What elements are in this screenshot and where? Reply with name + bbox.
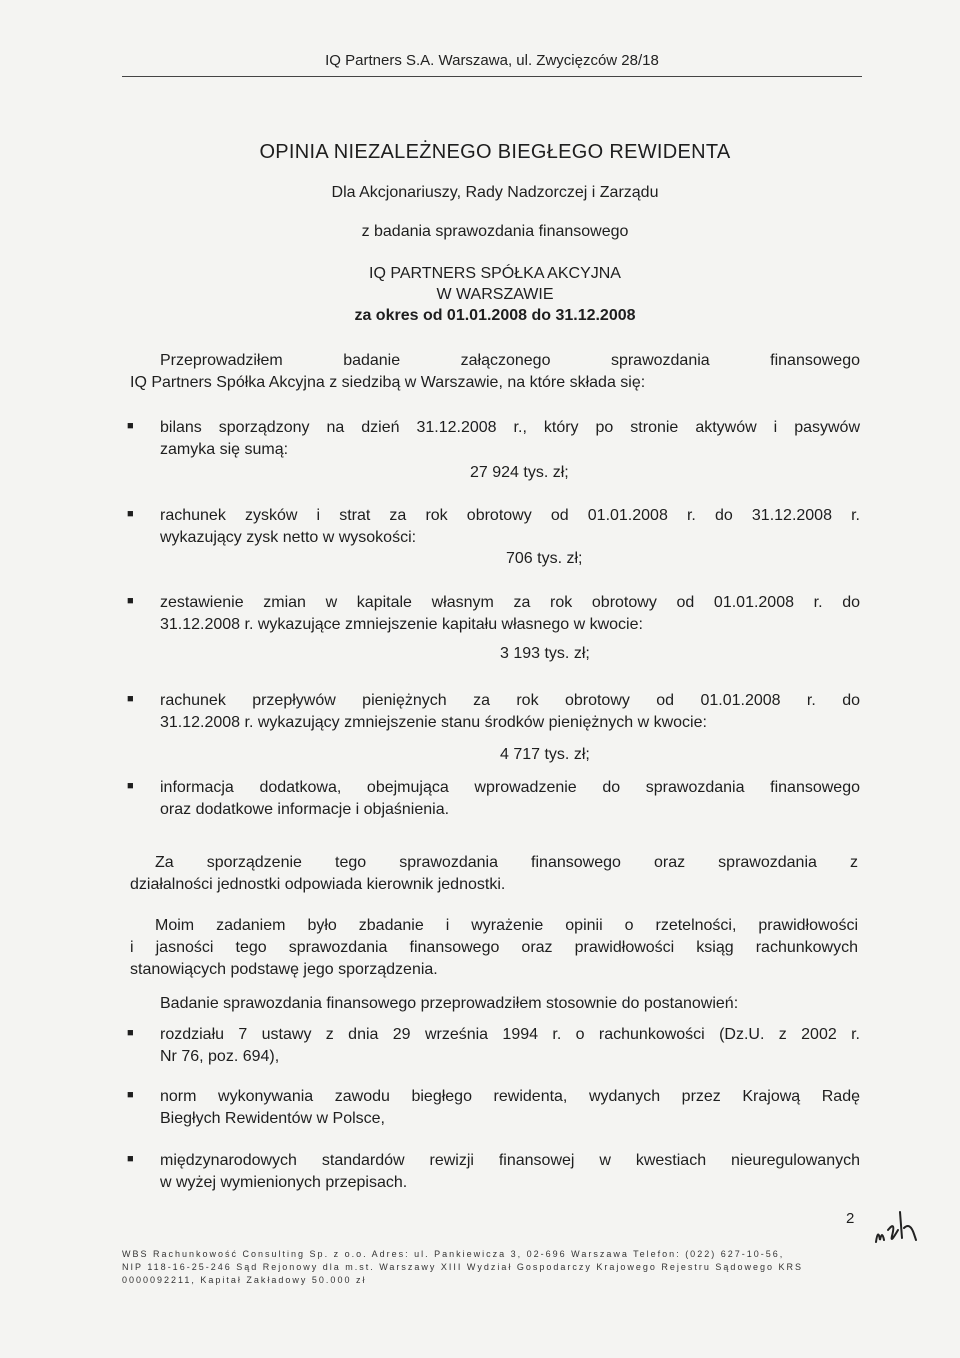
item-balance-line-2: zamyka się sumą: — [160, 441, 289, 458]
item-cashflow-amount: 4 717 tys. zł; — [500, 746, 590, 763]
addressees-line: Dla Akcjonariuszy, Rady Nadzorczej i Zarządu — [331, 184, 659, 201]
bullet: ■ — [127, 1089, 134, 1101]
item-income-line-2: wykazujący zysk netto w wysokości: — [160, 529, 417, 546]
basis-accounting-act-line-1: rozdziału 7 ustawy z dnia 29 września 1994 r. o rachunkowości (Dz.U. z 2002 r. — [160, 1026, 860, 1043]
header-rule — [122, 76, 862, 77]
bullet: ■ — [127, 780, 134, 792]
footer — [122, 1248, 862, 1287]
basis-isa-line-1: międzynarodowych standardów rewizji finansowej w kwestiach nieuregulowanych — [160, 1152, 860, 1169]
item-income-amount: 706 tys. zł; — [506, 550, 583, 567]
subject-line: z badania sprawozdania finansowego — [361, 223, 629, 240]
bullet: ■ — [127, 1153, 134, 1165]
basis-isa-line-2: w wyżej wymienionych przepisach. — [160, 1174, 408, 1191]
basis-intro: Badanie sprawozdania finansowego przeprowadziłem stosownie do postanowień: — [160, 995, 739, 1012]
responsibility-line-1: Za sporządzenie tego sprawozdania finansowego oraz sprawozdania z — [155, 854, 858, 871]
footer-line-1: WBS Rachunkowość Consulting Sp. z o.o. Adres: ul. Pankiewicza 3, 02-696 Warszawa Telefon: (022) 627-10-56, — [122, 1249, 785, 1259]
item-notes-line-2: oraz dodatkowe informacje i objaśnienia. — [160, 801, 450, 818]
item-cashflow-line-1: rachunek przepływów pieniężnych za rok obrotowy od 01.01.2008 r. do — [160, 692, 860, 709]
footer-line-3: 0000092211, Kapitał Zakładowy 50.000 zł — [122, 1275, 367, 1285]
bullet: ■ — [127, 595, 134, 607]
task-line-3: stanowiących podstawę jego sporządzenia. — [130, 961, 438, 978]
document-title: OPINIA NIEZALEŻNEGO BIEGŁEGO REWIDENTA — [259, 141, 731, 163]
bullet: ■ — [127, 420, 134, 432]
basis-accounting-act-line-2: Nr 76, poz. 694), — [160, 1048, 280, 1065]
basis-auditor-norms-line-1: norm wykonywania zawodu biegłego rewidenta, wydanych przez Krajową Radę — [160, 1088, 860, 1105]
responsibility-line-2: działalności jednostki odpowiada kierownik jednostki. — [130, 876, 506, 893]
footer-line-2: NIP 118-16-25-246 Sąd Rejonowy dla m.st. Warszawy XIII Wydział Gospodarczy Krajowego Rejestru Sądowego KRS — [122, 1262, 803, 1272]
bullet: ■ — [127, 1027, 134, 1039]
item-balance-line-1: bilans sporządzony na dzień 31.12.2008 r., który po stronie aktywów i pasywów — [160, 419, 860, 436]
page-header: IQ Partners S.A. Warszawa, ul. Zwycięzców 28/18 — [325, 52, 659, 69]
item-notes-line-1: informacja dodatkowa, obejmująca wprowadzenie do sprawozdania finansowego — [160, 779, 860, 796]
intro-line-1: Przeprowadziłem badanie załączonego sprawozdania finansowego — [160, 352, 860, 369]
page-number: 2 — [846, 1210, 855, 1227]
task-line-1: Moim zadaniem było zbadanie i wyrażenie opinii o rzetelności, prawidłowości — [155, 917, 858, 934]
item-cashflow-line-2: 31.12.2008 r. wykazujący zmniejszenie stanu środków pieniężnych w kwocie: — [160, 714, 707, 731]
item-equity-line-1: zestawienie zmian w kapitale własnym za rok obrotowy od 01.01.2008 r. do — [160, 594, 860, 611]
item-balance-amount: 27 924 tys. zł; — [470, 464, 569, 481]
item-income-line-1: rachunek zysków i strat za rok obrotowy od 01.01.2008 r. do 31.12.2008 r. — [160, 507, 860, 524]
company-city: W WARSZAWIE — [436, 286, 554, 303]
bullet: ■ — [127, 693, 134, 705]
company-name: IQ PARTNERS SPÓŁKA AKCYJNA — [369, 265, 621, 282]
initials-signature — [870, 1200, 930, 1250]
bullet: ■ — [127, 508, 134, 520]
item-equity-line-2: 31.12.2008 r. wykazujące zmniejszenie kapitału własnego w kwocie: — [160, 616, 643, 633]
task-line-2: i jasności tego sprawozdania finansowego oraz prawidłowości ksiąg rachunkowych — [130, 939, 858, 956]
item-equity-amount: 3 193 tys. zł; — [500, 645, 590, 662]
intro-line-2: IQ Partners Spółka Akcyjna z siedzibą w Warszawie, na które składa się: — [130, 374, 646, 391]
basis-auditor-norms-line-2: Biegłych Rewidentów w Polsce, — [160, 1110, 385, 1127]
period-line: za okres od 01.01.2008 do 31.12.2008 — [354, 307, 636, 324]
